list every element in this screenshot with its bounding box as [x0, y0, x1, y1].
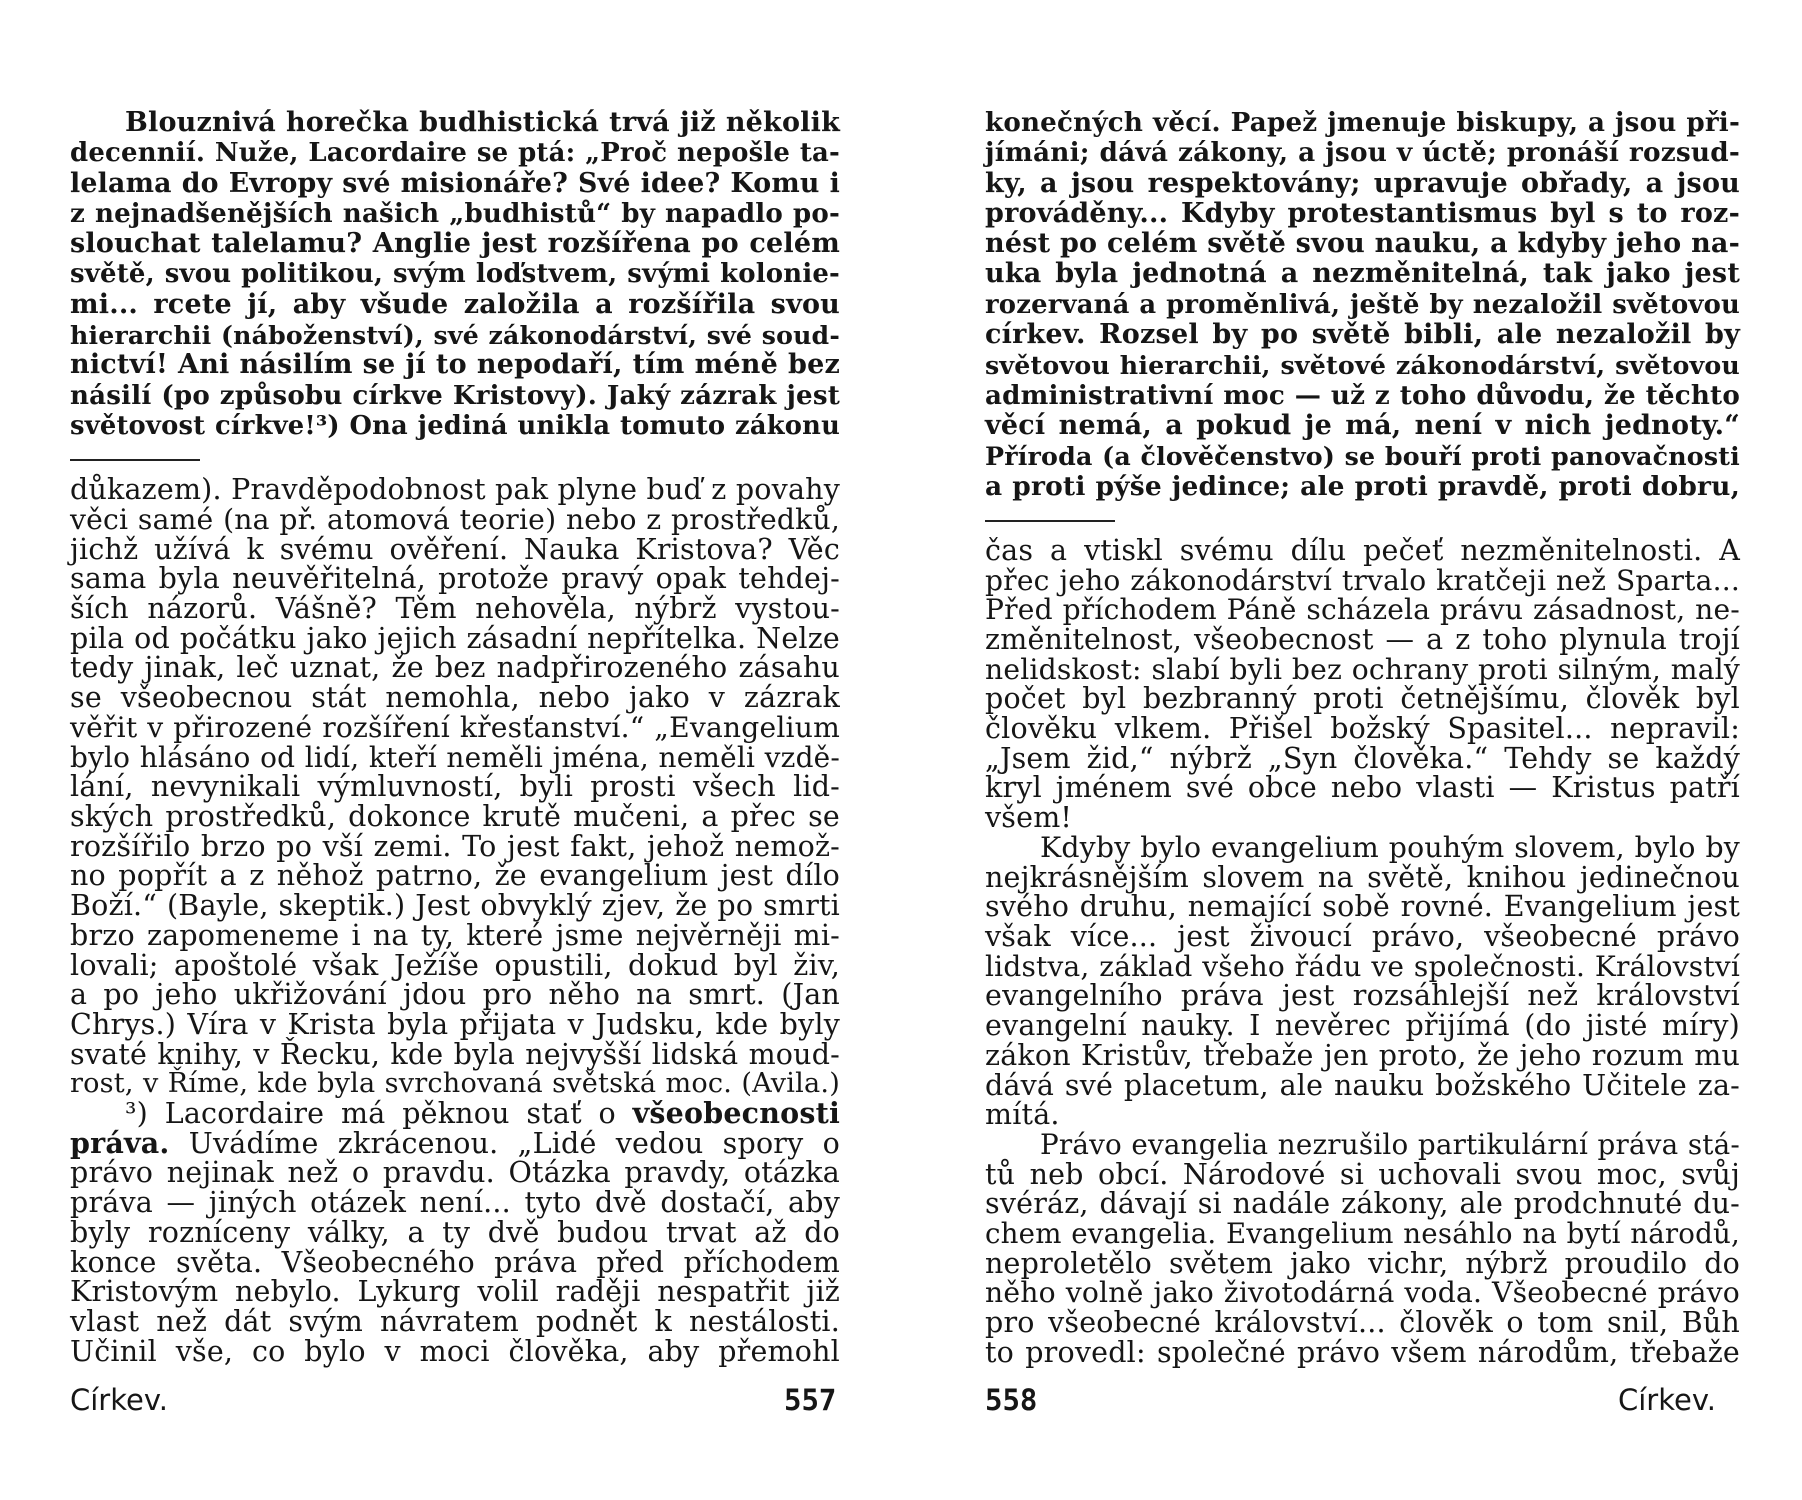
footnote-line: „Jsem žid,“ nýbrž „Syn člověka.“ Tehdy se každý: [985, 741, 1740, 775]
text-line: hierarchii (náboženství), své zákonodárství, své soud-: [70, 320, 840, 351]
footnote-text: Uvádíme zkrácenou. „Lidé vedou spory o: [188, 1126, 840, 1160]
footnote-line: věřit v přirozené rozšíření křesťanství.“ „Evangelium: [70, 710, 840, 744]
footnote-line: počet byl bezbranný proti četnějšímu, člověk byl: [985, 682, 1740, 716]
text-line: administrativní moc — už z toho důvodu, že těchto: [985, 379, 1740, 411]
footnote-line: no popřít a z něhož patrno, že evangelium jest dílo: [70, 859, 840, 893]
footnote-line: tů neb obcí. Národové si uchovali svou moc, svůj: [985, 1157, 1740, 1191]
footnote-line: se všeobecnou stát nemohla, nebo jako v zázrak: [70, 681, 840, 715]
right-page: [985, 108, 1740, 1368]
footnote-line: lidstva, základ všeho řádu ve společnosti. Království: [985, 949, 1740, 983]
footnote-line: zákon Kristův, třebaže jen proto, že jeho rozum mu: [985, 1038, 1740, 1072]
footnote-line: pila od počátku jako jejich zásadní nepřítelka. Nelze: [70, 621, 840, 655]
footnote-intro: Lacordaire má pěknou stať o: [164, 1097, 616, 1131]
footnote-line: evangelního práva jest rozsáhlejší než království: [985, 979, 1740, 1013]
footnote-line: dává své placetum, ale nauku božského Učitele za-: [985, 1068, 1740, 1102]
footnote-line: byly rozníceny války, a ty dvě budou trvat až do: [70, 1215, 840, 1249]
right-footnotes: [985, 533, 1740, 1369]
footnote-3-second-line: [70, 1125, 840, 1160]
text-line: Příroda (a člověčenstvo) se bouří proti panovačnosti: [985, 441, 1740, 472]
text-line: Blouznivá horečka budhistická trvá již několik: [125, 107, 840, 138]
footnote-line: lovali; apoštolé však Ježíše opustili, dokud byl živ,: [70, 948, 840, 982]
footnote-line: něho volně jako životodárná voda. Všeobecné právo: [985, 1276, 1740, 1310]
footnote-line: chem evangelia. Evangelium nesáhlo na bytí národů,: [985, 1217, 1740, 1251]
text-line: jímáni; dává zákony, a jsou v úctě; pronáší rozsud-: [985, 137, 1740, 169]
footnote-separator: [70, 459, 200, 461]
footnote-line: Kristovým nebylo. Lykurg volil raději nespatřit již: [70, 1275, 840, 1309]
footnote-line: neproletělo světem jako vichr, nýbrž proudilo do: [985, 1246, 1740, 1280]
text-line: lelama do Evropy své misionáře? Své idee? Komu i: [70, 167, 840, 199]
footnote-line: práva — jiných otázek není... tyto dvě dostačí, aby: [70, 1186, 840, 1220]
right-main-text: [985, 108, 1740, 502]
footnote-line: svého druhu, nemající sobě rovné. Evangelium jest: [985, 890, 1740, 924]
footnote-line: svaté knihy, v Řecku, kde byla nejvyšší lidská moud-: [70, 1037, 840, 1071]
left-main-text: [70, 108, 840, 441]
footnote-line: Právo evangelia nezrušilo partikulární práva stá-: [1040, 1127, 1740, 1161]
left-footnotes: [70, 475, 840, 1366]
right-page-number: 558: [985, 1383, 1038, 1417]
footnote-line: nelidskost: slabí byli bez ochrany proti silným, malý: [985, 652, 1740, 686]
left-page: [70, 108, 840, 1366]
text-line: světě, svou politikou, svým loďstvem, svými kolonie-: [70, 259, 840, 290]
footnote-line: kryl jménem své obce nebo vlasti — Kristus patří: [985, 771, 1740, 805]
footnote-line: rozšířilo brzo po vší zemi. To jest fakt, jehož nemož-: [70, 829, 840, 863]
text-line: věcí nemá, a pokud je má, není v nich jednoty.“: [985, 409, 1740, 441]
footnote-line: důkazem). Pravděpodobnost pak plyne buď z povahy: [70, 473, 840, 507]
text-line: církev. Rozsel by po světě bibli, ale nezaložil by: [985, 319, 1740, 351]
footnote-line: svéráz, dávají si nadále zákony, ale prodchnuté du-: [985, 1187, 1740, 1221]
footnote-line: Kdyby bylo evangelium pouhým slovem, bylo by: [1040, 830, 1740, 864]
left-running-footer: Církev.: [70, 1383, 168, 1417]
footnote-line: bylo hlásáno od lidí, kteří neměli jména, neměli vzdě-: [70, 740, 840, 774]
footnote-marker: ³): [125, 1097, 148, 1131]
text-line: nictví! Ani násilím se jí to nepodaří, tím méně bez: [70, 349, 840, 381]
text-line: z nejnadšenějších našich „budhistů“ by napadlo po-: [70, 197, 840, 229]
text-line: rozervaná a proměnlivá, ještě by nezaložil světovou: [985, 289, 1740, 320]
footnote-line: to provedl: společné právo všem národům, třebaže: [985, 1335, 1740, 1369]
footnote-line: tedy jinak, leč uznat, že bez nadpřirozeného zásahu: [70, 651, 840, 685]
footnote-line: věci samé (na př. atomová teorie) nebo z prostředků,: [70, 502, 840, 536]
text-line: slouchat talelamu? Anglie jest rozšířena po celém: [70, 228, 840, 260]
footnote-line: rost, v Říme, kde byla svrchovaná světská moc. (Avila.): [70, 1068, 840, 1100]
text-line: nést po celém světě svou nauku, a kdyby jeho na-: [985, 228, 1740, 260]
footnote-line: čas a vtiskl svému dílu pečeť nezměnitelnosti. A: [985, 533, 1740, 567]
footnote-line: Před příchodem Páně scházela právu zásadnost, ne-: [985, 593, 1740, 627]
text-line: a proti pýše jedince; ale proti pravdě, proti dobru,: [985, 470, 1740, 502]
text-line: mi... rcete jí, aby všude založila a rozšířila svou: [70, 288, 840, 320]
footnote-line: ších názorů. Vášně? Těm nehověla, nýbrž vystou-: [70, 592, 840, 626]
footnote-line: právo nejinak než o pravdu. Otázka pravdy, otázka: [70, 1156, 840, 1190]
footnote-line: evangelní nauky. I nevěrec přijímá (do jisté míry): [985, 1009, 1740, 1043]
text-line: světovost církve!³) Ona jediná unikla tomuto zákonu: [70, 410, 840, 441]
text-line: decennií. Nuže, Lacordaire se ptá: „Proč nepošle ta-: [70, 138, 840, 169]
text-line: prováděny... Kdyby protestantismus byl s to roz-: [985, 197, 1740, 229]
footnote-bold-term: všeobecnosti: [632, 1096, 840, 1131]
footnote-line: jichž užívá k svému ověření. Nauka Kristova? Věc: [70, 532, 840, 566]
footnote-separator: [985, 520, 1115, 522]
footnote-line: ských prostředků, dokonce krutě mučeni, a přec se: [70, 800, 840, 833]
footnote-line: mítá.: [985, 1098, 1060, 1132]
text-line: násilí (po způsobu církve Kristovy). Jaký zázrak jest: [70, 379, 840, 411]
footnote-line: lání, nevynikali výmluvností, byli prosti všech lid-: [70, 770, 840, 804]
footnote-line: Chrys.) Víra v Krista byla přijata v Judsku, kde byly: [70, 1007, 840, 1041]
footnote-line: však více... jest živoucí právo, všeobecné právo: [985, 920, 1740, 953]
footnote-line: nejkrásnějším slovem na světě, knihou jedinečnou: [985, 860, 1740, 894]
footnote-line: přec jeho zákonodárství trvalo kratčeji než Sparta...: [985, 563, 1740, 597]
footnote-line: konce světa. Všeobecného práva před příchodem: [70, 1245, 840, 1279]
footnote-line: člověku vlkem. Přišel božský Spasitel... nepravil:: [985, 712, 1740, 746]
right-running-footer: Církev.: [1618, 1383, 1716, 1417]
footnote-line: a po jeho ukřižování jdou pro něho na smrt. (Jan: [70, 978, 840, 1012]
footnote-line: Boží.“ (Bayle, skeptik.) Jest obvyklý zjev, že po smrti: [70, 889, 840, 923]
footnote-line: sama byla neuvěřitelná, protože pravý opak tehdej-: [70, 562, 840, 596]
footnote-line: změnitelnost, všeobecnost — a z toho plynula trojí: [985, 622, 1740, 656]
footnote-3-first-line: [70, 1096, 840, 1131]
text-line: konečných věcí. Papež jmenuje biskupy, a jsou při-: [985, 107, 1740, 138]
footnote-bold-term: práva.: [70, 1125, 170, 1160]
footnote-line: Učinil vše, co bylo v moci člověka, aby přemohl: [70, 1334, 840, 1368]
footnote-line: brzo zapomeneme i na ty, které jsme nejvěrněji mi-: [70, 918, 840, 952]
left-page-number: 557: [784, 1383, 837, 1417]
footnote-line: všem!: [985, 801, 1073, 835]
text-line: ky, a jsou respektovány; upravuje obřady, a jsou: [985, 167, 1740, 199]
text-line: světovou hierarchii, světové zákonodárství, světovou: [985, 350, 1740, 381]
footnote-line: vlast než dát svým návratem podnět k nestálosti.: [70, 1304, 840, 1338]
text-line: uka byla jednotná a nezměnitelná, tak jako jest: [985, 258, 1740, 290]
footnote-line: pro všeobecné království... člověk o tom snil, Bůh: [985, 1306, 1740, 1340]
